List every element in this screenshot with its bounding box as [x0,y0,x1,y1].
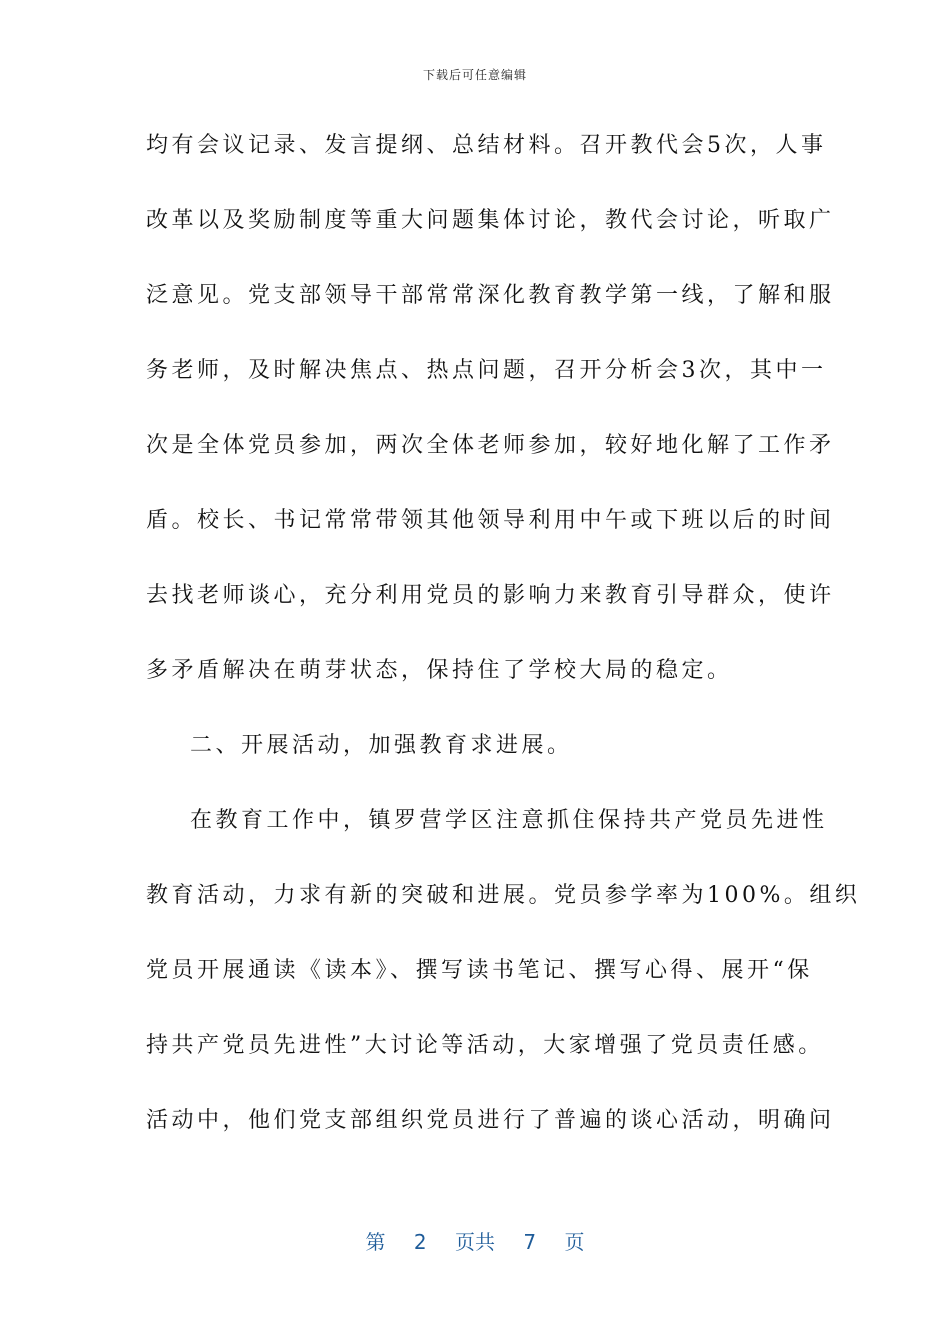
total-pages: 7 [523,1230,537,1254]
document-body [146,128,861,1178]
body-line: 活动中，他们党支部组织党员进行了普遍的谈心活动，明确问 [146,1108,835,1133]
body-line: 务老师，及时解决焦点、热点问题，召开分析会3次，其中一 [146,358,827,383]
page-footer [0,1226,950,1255]
body-line: 盾。校长、书记常常带领其他领导利用中午或下班以后的时间 [146,508,835,533]
page-prefix: 第 [365,1230,386,1254]
body-line: 改革以及奖励制度等重大问题集体讨论，教代会讨论，听取广 [146,208,835,233]
header-note: 下载后可任意编辑 [422,68,527,82]
body-line: 持共产党员先进性”大讨论等活动，大家增强了党员责任感。 [146,1033,824,1058]
page-suffix: 页 [564,1230,585,1254]
page-middle: 页共 [455,1230,495,1254]
body-line: 教育活动，力求有新的突破和进展。党员参学率为100%。组织 [146,883,861,908]
page-number: 2 [413,1230,427,1254]
body-line: 次是全体党员参加，两次全体老师参加，较好地化解了工作矛 [146,433,835,458]
body-line: 党员开展通读《读本》、撰写读书笔记、撰写心得、展开“保 [146,958,813,983]
body-line: 泛意见。党支部领导干部常常深化教育教学第一线，了解和服 [146,283,835,308]
body-line: 多矛盾解决在萌芽状态，保持住了学校大局的稳定。 [146,658,733,683]
body-line: 在教育工作中，镇罗营学区注意抓住保持共产党员先进性 [190,808,828,833]
section-heading: 二、开展活动，加强教育求进展。 [190,733,573,758]
body-line: 均有会议记录、发言提纲、总结材料。召开教代会5次，人事 [146,133,827,158]
body-line: 去找老师谈心，充分利用党员的影响力来教育引导群众，使许 [146,583,835,608]
